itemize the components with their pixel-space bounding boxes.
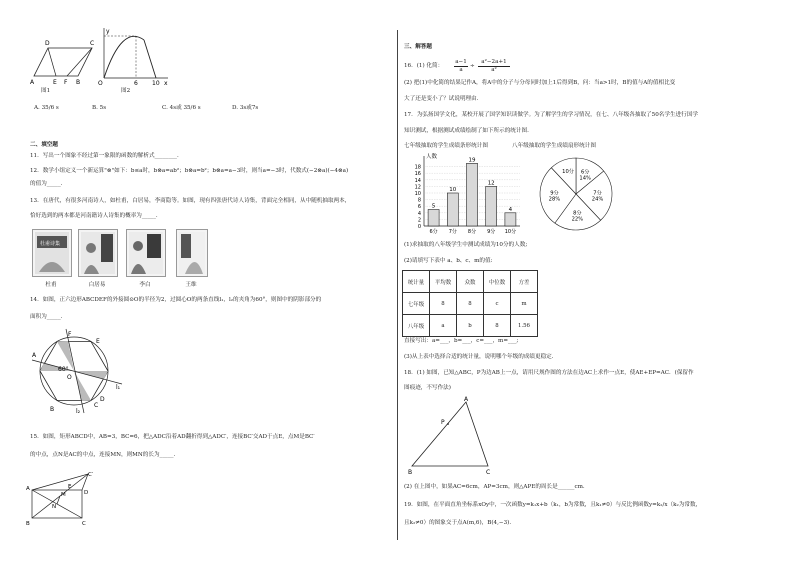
fig2-caption: 图2 <box>121 88 131 94</box>
table-cell: 七年级 <box>403 293 430 315</box>
bar <box>467 163 478 226</box>
bar-category-label: 10分 <box>504 229 517 235</box>
bar-y-tick: 6 <box>417 204 421 211</box>
question-16-part2-line2: 大了还是变小了？试说明理由. <box>404 96 479 102</box>
pie-chart-title: 八年级抽取的学生成绩扇形统计图 <box>512 143 596 149</box>
table-row <box>403 293 538 315</box>
fig1-label-F: F <box>64 79 68 86</box>
question-13-line2: 恰好选到的两本都是河南籍诗人诗集的概率为_____. <box>30 213 158 219</box>
fig14-label-D: D <box>100 396 105 403</box>
fig14-label-l2: l₂ <box>76 408 81 415</box>
pie-slice-label: 10分 <box>562 168 574 175</box>
table-header: 众数 <box>457 271 484 293</box>
bar-category-label: 6分 <box>429 229 438 235</box>
question-18-line2: 图痕迹，不写作法) <box>404 385 451 391</box>
question-17-line1: 17．为弘扬国学文化，某校开展了国学知识读做学。为了解学生的学习情况，在七、八年级各抽取了50名学生进行国学 <box>404 112 698 118</box>
fig15-label-Cprime: C′ <box>88 472 94 478</box>
figure-1-parallelogram <box>30 36 100 88</box>
section-3-title: 三、解答题 <box>404 44 432 50</box>
fig15-label-N: N <box>52 504 57 510</box>
poet-label-libai: 李白 <box>139 282 151 288</box>
bar <box>505 213 516 226</box>
table-header: 方差 <box>511 271 538 293</box>
column-divider <box>397 30 398 540</box>
fig2-tick-6: 6 <box>134 80 138 87</box>
question-15-line1: 15．如图，矩形ABCD中，AB=3，BC=6，把△ADC沿着AD翻折得到△ADC′，连接BC′交AD于点E，点M是BC′ <box>30 434 315 440</box>
fig14-label-C: C <box>94 402 99 409</box>
left-column <box>0 0 396 562</box>
bar-y-tick: 14 <box>414 177 421 184</box>
bar-value-label: 5 <box>431 203 436 210</box>
question-11: 11．写出一个图象不经过第一象限的函数的解析式________. <box>30 153 179 159</box>
question-13-line1: 13．在唐代，有很多河南诗人，如杜甫，白居易，李商隐等。如图，现有四张唐代诗人诗集，背面完全相同，从中随机抽取两本， <box>30 198 351 204</box>
fig1-label-D: D <box>45 40 50 47</box>
fig15-label-C: C <box>82 521 86 527</box>
bar-value-label: 12 <box>487 180 495 187</box>
question-16-part1: 16．(1) 化简： <box>404 63 444 69</box>
pie-slice-percent: 22% <box>571 216 584 223</box>
bar-chart-title: 七年级抽取的学生成绩条形统计图 <box>404 143 488 149</box>
poet-label-wangwei: 王维 <box>185 282 197 288</box>
bar-value-label: 4 <box>508 206 513 213</box>
table-cell: c <box>484 293 511 315</box>
fig15-label-D: D <box>84 490 89 496</box>
fig1-label-E: E <box>53 79 57 86</box>
fig14-label-B: B <box>50 406 55 413</box>
fig1-label-C: C <box>90 40 95 47</box>
figure-14-hexagon <box>30 327 126 415</box>
q16-frac1-den: a <box>459 67 463 73</box>
pie-slice-label: 9分 <box>550 190 559 197</box>
question-12-line2: 的值为_____. <box>30 181 63 187</box>
section-2-title: 二、填空题 <box>30 142 58 148</box>
bar <box>447 193 458 226</box>
bar-category-label: 7分 <box>448 229 457 235</box>
fig15-label-B: B <box>26 521 30 527</box>
figure-18-triangle <box>404 396 504 476</box>
grade7-bar-chart <box>404 152 528 236</box>
fig1-caption: 图1 <box>41 88 51 94</box>
question-17-sub2: (2)请填写下表中 a、b、c、m的值: <box>404 258 493 264</box>
bar-y-label: 人数 <box>426 154 438 160</box>
table-header-row <box>403 271 538 293</box>
fig1-label-B: B <box>76 79 81 86</box>
bar-y-tick: 12 <box>414 184 421 191</box>
question-15-line2: 的中点，点N是AC的中点，连接MN，则MN的长为_____. <box>30 452 176 458</box>
question-17-sub3: (3)从上表中选择合适的统计量，说明哪个年级的成绩更稳定. <box>404 354 554 360</box>
fig18-label-B: B <box>408 469 413 476</box>
table-cell: 8 <box>430 293 457 315</box>
fig15-label-A: A <box>26 486 30 492</box>
poet-book-dufu <box>32 229 72 277</box>
bar-y-tick: 8 <box>417 197 421 204</box>
fig14-label-F: F <box>68 331 72 338</box>
statistics-table <box>402 270 538 337</box>
svg-text:杜甫诗集: 杜甫诗集 <box>40 241 61 247</box>
question-19-line1: 19．如图，在平面直角坐标系xOy中，一次函数y=k₁x+b（k₁，b为常数，且k₁≠0）与反比例函数y=k₂/x（k₂为常数， <box>404 502 702 508</box>
fig14-angle-label: 60° <box>58 366 69 373</box>
grade8-pie-chart <box>534 152 618 236</box>
bar-y-tick: 2 <box>417 217 421 224</box>
figure-15-rectangle <box>24 470 96 528</box>
fig18-label-A: A <box>464 396 469 403</box>
bar-y-tick: 16 <box>414 171 421 178</box>
fig14-label-E: E <box>96 338 100 345</box>
table-header: 中位数 <box>484 271 511 293</box>
fig2-tick-10: 10 <box>152 80 160 87</box>
choice-a: A. 35/6 s <box>34 105 59 111</box>
fig2-label-O: O <box>98 80 103 87</box>
q16-frac2-num: a²−2a+1 <box>478 59 510 67</box>
q16-frac2-den: a² <box>491 67 497 73</box>
pie-slice-percent: 28% <box>548 196 561 203</box>
q16-frac1-num: a−1 <box>455 59 467 65</box>
table-cell: 八年级 <box>403 315 430 337</box>
table-header: 平均数 <box>430 271 457 293</box>
poet-book-baijuyi <box>78 229 118 277</box>
table-cell: a <box>430 315 457 337</box>
question-17-fill-answers: 直接写出：a=___，b=___，c=___，m=___; <box>404 338 519 344</box>
pie-slice-percent: 14% <box>579 175 591 182</box>
poet-label-dufu: 杜甫 <box>45 282 57 288</box>
table-cell: 8 <box>457 293 484 315</box>
fig14-label-A: A <box>32 352 37 359</box>
poet-label-baijuyi: 白居易 <box>88 282 106 288</box>
question-17-sub1: (1)求抽取的八年级学生中测试成绩为10分的人数; <box>404 242 528 248</box>
table-cell: m <box>511 293 538 315</box>
fig14-label-l1: l₁ <box>116 384 121 391</box>
fig18-label-P: P <box>441 419 445 426</box>
pie-slice-label: 7分 <box>593 190 602 197</box>
choice-c: C. 4s或 35/6 s <box>162 105 201 111</box>
bar-category-label: 8分 <box>467 229 477 235</box>
table-cell: 1.56 <box>511 315 538 337</box>
poet-book-libai <box>126 229 166 277</box>
bar-value-label: 10 <box>449 187 457 193</box>
q16-divide: ÷ <box>470 63 475 69</box>
question-14-line2: 面积为_____. <box>30 314 63 320</box>
question-16-part2-line1: (2) 把(1)中化简的结果记作A，将A中的分子与分母同时加上1后得到B，问：当a>1时，B的值与A的值相比变 <box>404 80 676 86</box>
bar-y-tick: 0 <box>417 224 421 230</box>
question-17-line2: 知识测试，根据测试成绩绘制了如下所示的统计图. <box>404 128 529 134</box>
bar-y-tick: 4 <box>417 210 421 217</box>
question-19-line2: 且k₂≠0）的图象交于点A(m,6)，B(4,−3). <box>404 520 512 526</box>
table-row <box>403 315 538 337</box>
bar-y-tick: 10 <box>414 191 421 197</box>
table-cell: 8 <box>484 315 511 337</box>
fig2-label-x: x <box>164 80 168 87</box>
pie-slice-percent: 24% <box>591 196 604 203</box>
choice-d: D. 3s或7s <box>232 105 259 111</box>
fig18-label-C: C <box>486 469 491 476</box>
fig14-label-O: O <box>67 374 72 381</box>
figure-2-curve <box>92 26 172 88</box>
question-18-line1: 18．(1) 如图，已知△ABC，P为边AB上一点，请用尺规作图的方法在边AC上求作一点E，使AE+EP=AC．(保留作 <box>404 370 694 376</box>
bar <box>486 186 497 226</box>
question-18-part2: (2) 在上图中，如果AC=6cm，AP=3cm，则△APE的周长是______cm. <box>404 484 585 490</box>
pie-slice-label: 8分 <box>573 210 582 217</box>
fig15-label-E: E <box>68 484 72 490</box>
choice-b: B. 5s <box>92 105 107 111</box>
fig15-label-M: M <box>61 492 66 498</box>
question-12-line1: 12．数学小组定义一个新运算"⊗"如下：b≤a时，b⊗a=ab²；b⊗a=b²；b⊗a=a−3时，则当a=−3时，代数式(−2⊗a)(−4⊗a) <box>30 168 349 174</box>
bar-y-tick: 18 <box>414 164 421 171</box>
question-14-line1: 14．如图，正六边形ABCDEF的外接圆⊙O的半径为2，过圆心O的两条直线l₁，l₂的夹角为60°，则图中的阴影部分的 <box>30 297 322 303</box>
table-header: 统计量 <box>403 271 430 293</box>
table-cell: b <box>457 315 484 337</box>
poet-book-wangwei <box>176 229 208 277</box>
pie-slice-label: 6分 <box>580 169 590 176</box>
bar-value-label: 19 <box>468 157 476 164</box>
fig1-label-A: A <box>30 79 35 86</box>
bar <box>428 210 439 227</box>
fig2-label-y: y <box>106 28 110 35</box>
bar-category-label: 9分 <box>487 229 496 235</box>
